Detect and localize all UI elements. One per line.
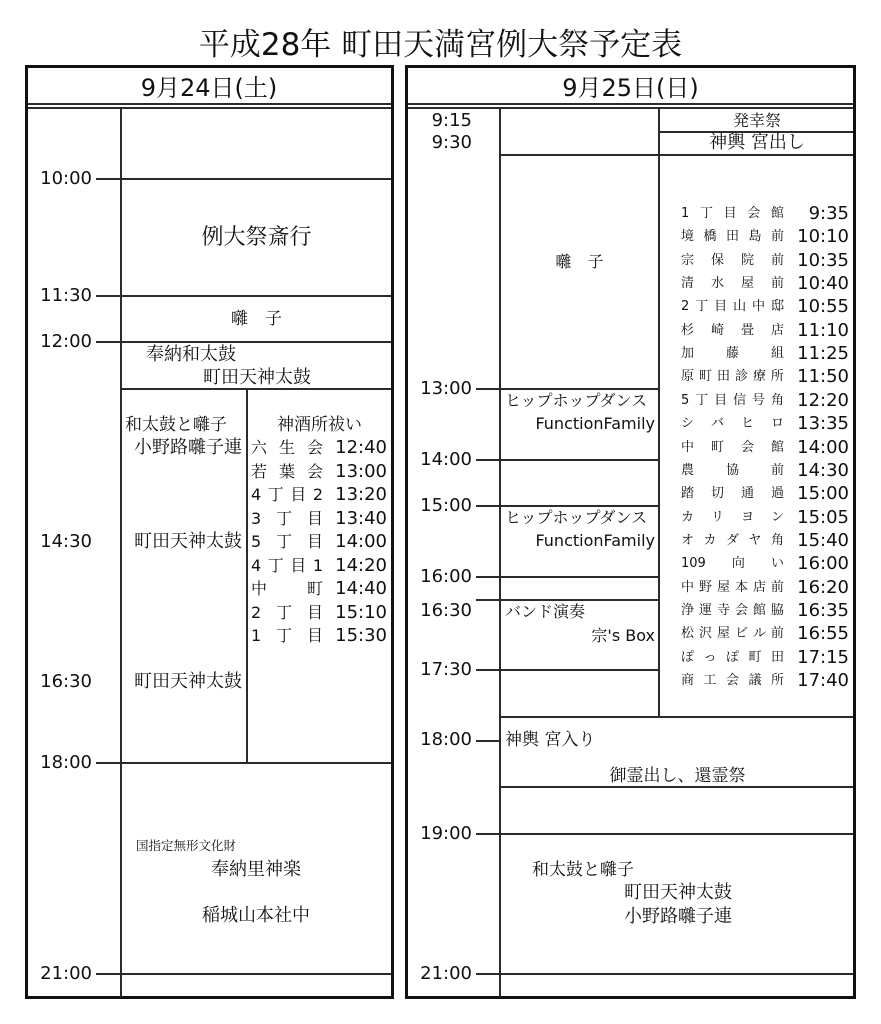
- day1-header: 9月24日(土): [140, 74, 278, 102]
- mikoshi-route-stop: [681, 319, 849, 343]
- mikoshi-route-stop: [681, 412, 849, 436]
- stop-name: 中 野 屋 本 店 前: [681, 579, 784, 595]
- mikoshi-route-stop: [681, 506, 849, 530]
- mitama-event: 御霊出し、還霊祭: [609, 766, 746, 786]
- stop-time: 13:00: [335, 460, 387, 482]
- day1-time-label: 12:00: [40, 331, 92, 352]
- stop-name: 商 工 会 議 所: [681, 673, 784, 688]
- day2-tick-1800: [476, 740, 500, 742]
- stop-name: 六 生 会: [251, 438, 323, 457]
- mikisho-stop: [251, 577, 387, 601]
- day1-line-1200: [96, 341, 391, 343]
- wadaiko-hayashi-group: 町田天神太鼓: [134, 531, 242, 552]
- mikisho-stop: [251, 483, 387, 507]
- reitaisai-event: 例大祭斎行: [201, 225, 312, 250]
- stop-name: 境 橋 田 島 前: [681, 229, 784, 245]
- mikoshi-route-stop: [681, 622, 849, 646]
- stop-time: 10:55: [797, 296, 849, 318]
- stop-name: 4 丁 目 1: [251, 555, 323, 575]
- hiphop-group: FunctionFamily: [535, 531, 655, 550]
- day1-line-1130: [96, 295, 391, 297]
- stop-time: 10:40: [797, 273, 849, 295]
- stop-time: 17:15: [797, 646, 849, 668]
- stop-name: 宗 保 院 前: [681, 252, 784, 268]
- stop-name: 5 丁 目: [251, 532, 323, 551]
- stop-time: 10:35: [797, 249, 849, 271]
- day2-time-label: 16:30: [420, 600, 472, 621]
- day2-time-label: 13:00: [420, 378, 472, 399]
- day2-header-divider: [408, 107, 853, 109]
- stop-time: 17:40: [797, 670, 849, 691]
- stop-time: 16:20: [797, 576, 849, 598]
- stop-name: 109 向 い: [681, 556, 784, 572]
- mikisho-title: 神酒所祓い: [277, 415, 362, 435]
- hakkosai-event: 発幸祭: [732, 111, 781, 130]
- stop-time: 14:00: [797, 436, 849, 458]
- kagura-group: 稲城山本社中: [202, 905, 310, 926]
- mikoshi-route-stop: [681, 669, 849, 693]
- day2-time-label: 16:00: [420, 566, 472, 587]
- stop-time: 10:10: [797, 226, 849, 248]
- day2-header-divider: [408, 103, 853, 105]
- wadaiko-hayashi-group: 小野路囃子連: [624, 906, 732, 927]
- stop-time: 14:40: [335, 578, 387, 599]
- stop-time: 14:30: [797, 459, 849, 481]
- stop-time: 15:10: [335, 601, 387, 623]
- day2-line-1600: [476, 576, 659, 578]
- day2-line-2100: [476, 973, 853, 975]
- stop-time: 13:40: [335, 507, 387, 529]
- stop-name: 中 町 会 館: [681, 439, 784, 455]
- hayashi-event: 囃 子: [555, 252, 604, 271]
- mikoshi-route-stop: [681, 599, 849, 623]
- stop-time: 16:00: [797, 553, 849, 575]
- stop-name: 1 丁 目: [251, 626, 323, 645]
- day2-line-1400: [476, 459, 659, 461]
- day2-line-0930: [500, 154, 853, 156]
- mikoshi-route-stop: [681, 389, 849, 413]
- stop-time: 11:50: [797, 366, 849, 388]
- stop-name: 中 町: [251, 579, 323, 598]
- day2-time-label: 17:30: [420, 659, 472, 680]
- stop-time: 15:00: [797, 483, 849, 505]
- day1-header-divider: [28, 107, 391, 109]
- stop-time: 13:35: [797, 413, 849, 435]
- mikoshi-route-stop: [681, 529, 849, 553]
- day2-route-column-divider: [658, 109, 660, 718]
- stop-name: 若 葉 会: [251, 461, 323, 481]
- day1-line-2100: [96, 973, 391, 975]
- day2-line-1730: [476, 669, 659, 671]
- stop-name: 4 丁 目 2: [251, 485, 323, 504]
- day2-time-label: 15:00: [420, 495, 472, 516]
- mikoshi-route-stop: [681, 249, 849, 273]
- mikisho-stop: [251, 554, 387, 578]
- band-group: 宗's Box: [591, 626, 655, 645]
- hiphop-title: ヒップホップダンス: [505, 391, 648, 410]
- day1-time-label: 10:00: [40, 168, 92, 189]
- wadaiko-hayashi-title: 和太鼓と囃子: [125, 415, 227, 435]
- mikoshi-route-stop: [681, 202, 849, 226]
- stop-time: 15:40: [797, 529, 849, 551]
- mikoshi-route-stop: [681, 295, 849, 319]
- mikisho-stop: [251, 436, 387, 460]
- mikoshi-route-stop: [681, 272, 849, 296]
- day1-line-1800: [96, 762, 391, 764]
- mikoshi-out-event: 神輿 宮出し: [709, 132, 805, 153]
- stop-time: 15:05: [797, 506, 849, 528]
- stop-name: 5 丁 目 信 号 角: [681, 392, 784, 408]
- day1-time-label: 16:30: [40, 671, 92, 692]
- stop-name: シ バ ヒ ロ: [681, 416, 784, 432]
- mikoshi-route-stop: [681, 459, 849, 483]
- hono-wadaiko-group: 町田天神太鼓: [203, 367, 311, 388]
- day1-time-label: 14:30: [40, 531, 92, 552]
- mikoshi-route-stop: [681, 576, 849, 600]
- day2-line-1900: [476, 833, 853, 835]
- day2-line-route-end: [500, 716, 853, 718]
- stop-time: 12:20: [797, 389, 849, 411]
- hiphop-title: ヒップホップダンス: [505, 508, 648, 527]
- stop-time: 14:20: [335, 554, 387, 576]
- stop-name: 踏 切 通 過: [681, 486, 784, 502]
- day1-time-label: 18:00: [40, 752, 92, 773]
- hono-wadaiko-title: 奉納和太鼓: [146, 344, 236, 365]
- stop-time: 16:35: [797, 599, 849, 621]
- page-title: 平成28年 町田天満宮例大祭予定表: [198, 27, 683, 63]
- wadaiko-hayashi-title: 和太鼓と囃子: [532, 860, 634, 880]
- mikoshi-route-stop: [681, 225, 849, 249]
- stop-name: オ カ ダ ヤ 角: [681, 532, 784, 548]
- mikisho-stop: [251, 624, 387, 648]
- stop-time: 16:55: [797, 623, 849, 645]
- stop-name: 2 丁 目 山 中 邸: [681, 299, 784, 315]
- wadaiko-hayashi-group: 町田天神太鼓: [134, 671, 242, 692]
- stop-name: ぽ っ ぽ 町 田: [681, 649, 784, 665]
- stop-name: 浄 運 寺 会 館 脇: [681, 602, 784, 618]
- day2-header: 9月25日(日): [562, 74, 699, 102]
- day2-time-label: 18:00: [420, 729, 472, 750]
- day1-split-divider: [246, 388, 248, 764]
- mikoshi-in-event: 神輿 宮入り: [505, 730, 596, 750]
- wadaiko-hayashi-group: 町田天神太鼓: [624, 882, 732, 903]
- stop-time: 11:10: [797, 319, 849, 341]
- stop-time: 14:00: [335, 531, 387, 552]
- day1-line-1000: [96, 178, 391, 180]
- mikoshi-route-stop: [681, 342, 849, 366]
- hiphop-group: FunctionFamily: [535, 414, 655, 433]
- day2-time-label: 21:00: [420, 963, 472, 984]
- mikisho-stop: [251, 530, 387, 554]
- stop-name: 農 協 前: [681, 462, 784, 478]
- mikisho-stop: [251, 460, 387, 484]
- kagura-note: 国指定無形文化財: [136, 838, 237, 853]
- day2-time-label: 19:00: [420, 823, 472, 844]
- stop-time: 12:40: [335, 437, 387, 458]
- wadaiko-hayashi-group: 小野路囃子連: [134, 437, 242, 458]
- stop-name: 原 町 田 診 療 所: [681, 369, 784, 385]
- stop-time: 11:25: [797, 343, 849, 365]
- stop-time: 9:35: [808, 203, 849, 224]
- mikoshi-route-stop: [681, 365, 849, 389]
- stop-time: 15:30: [335, 625, 387, 646]
- stop-name: 清 水 屋 前: [681, 276, 784, 292]
- band-title: バンド演奏: [505, 602, 586, 621]
- stop-name: 杉 崎 畳 店: [681, 322, 784, 338]
- mikoshi-route-stop: [681, 552, 849, 576]
- day1-time-label: 21:00: [40, 963, 92, 984]
- kagura-title: 奉納里神楽: [211, 859, 301, 880]
- mikoshi-route-stop: [681, 482, 849, 506]
- stop-time: 13:20: [335, 484, 387, 505]
- hayashi-event: 囃 子: [231, 309, 282, 329]
- stop-name: カ リ ヨ ン: [681, 509, 784, 525]
- stop-name: 加 藤 組: [681, 346, 784, 362]
- day2-time-label: 9:30: [431, 132, 472, 153]
- mikoshi-route-stop: [681, 436, 849, 460]
- stop-name: 3 丁 目: [251, 508, 323, 528]
- mikisho-stop: [251, 507, 387, 531]
- day1-header-divider: [28, 103, 391, 105]
- mikisho-stop: [251, 601, 387, 625]
- mikoshi-route-stop: [681, 646, 849, 670]
- stop-name: 2 丁 目: [251, 602, 323, 622]
- day2-time-column-divider: [499, 109, 501, 997]
- day2-time-label: 14:00: [420, 449, 472, 470]
- stop-name: 松 沢 屋 ビ ル 前: [681, 626, 784, 642]
- stop-name: 1 丁 目 会 館: [681, 206, 784, 221]
- day2-time-label: 9:15: [431, 110, 472, 131]
- day1-time-label: 11:30: [40, 285, 92, 306]
